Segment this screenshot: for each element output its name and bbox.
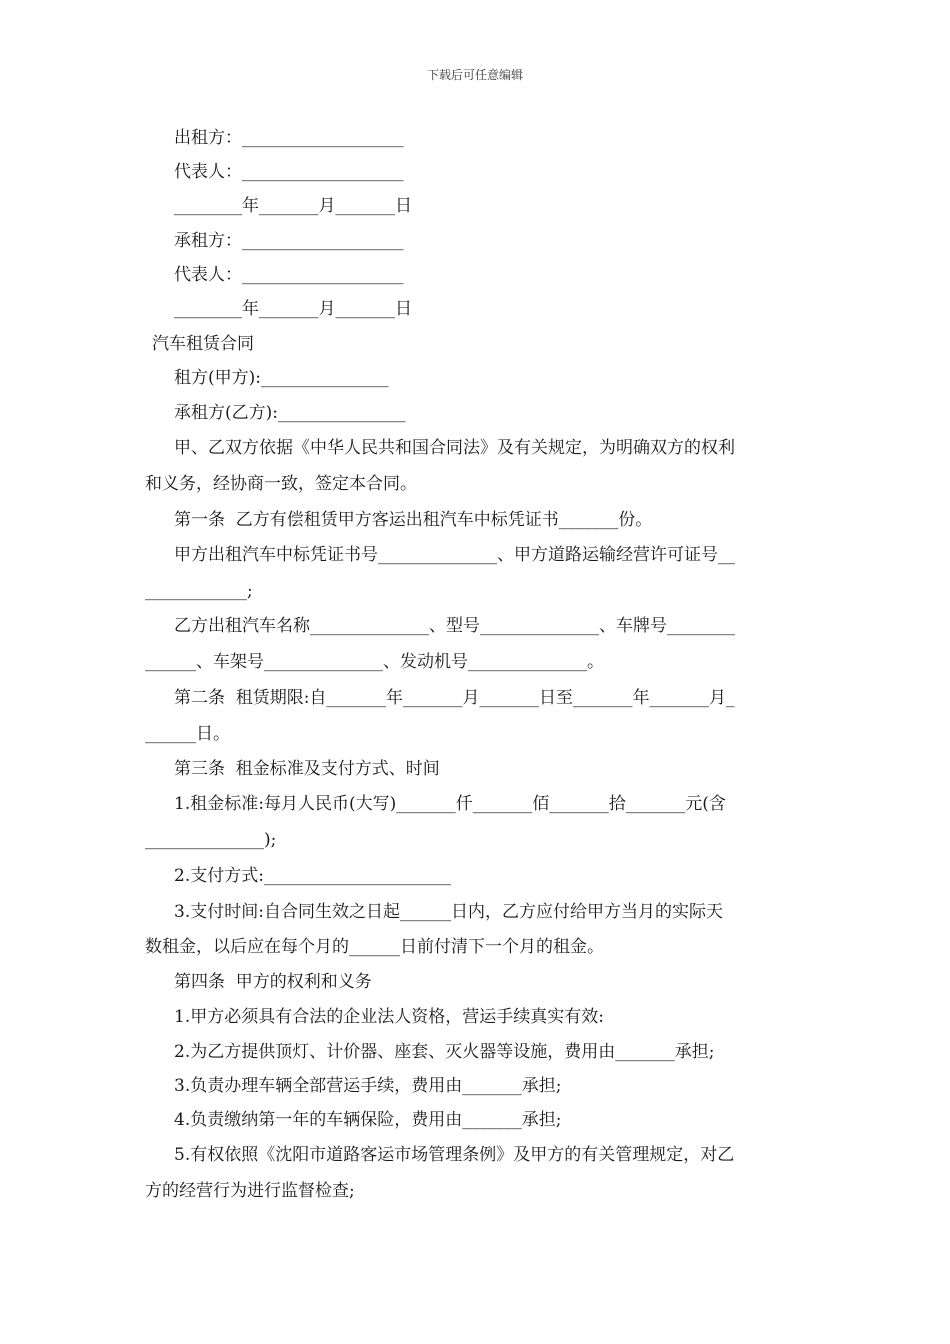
article-4-item-4: 4.负责缴纳第一年的车辆保险，费用由_______承担;: [174, 1110, 562, 1130]
page-header: 下载后可任意编辑: [426, 68, 523, 82]
article-3-item-3-line-1: 3.支付时间:自合同生效之日起______日内，乙方应付给甲方当月的实际天: [174, 902, 723, 922]
article-3-item-2: 2.支付方式:______________________: [174, 866, 451, 886]
article-4-item-2: 2.为乙方提供顶灯、计价器、座套、灭火器等设施，费用由_______承担;: [174, 1042, 715, 1062]
preamble-line-1: 甲、乙双方依据《中华人民共和国合同法》及有关规定，为明确双方的权利: [174, 438, 735, 458]
article-3: 第三条 租金标准及支付方式、时间: [174, 759, 440, 779]
article-4-item-5-line-1: 5.有权依照《沈阳市道路客运市场管理条例》及甲方的有关管理规定，对乙: [174, 1145, 735, 1165]
article-2-line-2: ______日。: [145, 724, 230, 744]
lessor-line: 出租方：___________________: [174, 128, 404, 148]
party-a-line: 租方(甲方):_______________: [174, 368, 389, 388]
lessee-line: 承租方：___________________: [174, 231, 404, 251]
article-4-item-5-line-2: 方的经营行为进行监督检查;: [145, 1181, 355, 1201]
lessee-rep-line: 代表人：___________________: [174, 265, 404, 285]
article-1-car-line-1: 乙方出租汽车名称______________、型号______________、车牌号________: [174, 616, 735, 636]
article-1: 第一条 乙方有偿租赁甲方客运出租汽车中标凭证书_______份。: [174, 510, 653, 530]
article-2-line-1: 第二条 租赁期限:自_______年_______月_______日至_______年_______月_: [174, 688, 735, 708]
article-1-cert-line-1: 甲方出租汽车中标凭证书号______________、甲方道路运输经营许可证号__: [174, 545, 735, 565]
article-4-item-3: 3.负责办理车辆全部营运手续，费用由_______承担;: [174, 1076, 562, 1096]
lessor-rep-line: 代表人：___________________: [174, 162, 404, 182]
article-4-item-1: 1.甲方必须具有合法的企业法人资格，营运手续真实有效:: [174, 1007, 604, 1027]
lessee-date-line: ________年_______月_______日: [174, 299, 412, 319]
party-b-line: 承租方(乙方):_______________: [174, 403, 406, 423]
preamble-line-2: 和义务，经协商一致，签定本合同。: [145, 474, 417, 494]
article-4: 第四条 甲方的权利和义务: [174, 972, 372, 992]
contract-title: 汽车租赁合同: [152, 334, 254, 354]
lessor-date-line: ________年_______月_______日: [174, 196, 412, 216]
article-3-item-1-line-1: 1.租金标准:每月人民币(大写)_______仟_______佰_______拾_______元(含: [174, 794, 726, 814]
article-1-car-line-2: ______、车架号______________、发动机号______________。: [145, 652, 604, 672]
article-1-cert-line-2: ____________;: [145, 581, 253, 601]
article-3-item-1-line-2: ______________);: [145, 830, 277, 850]
article-3-item-3-line-2: 数租金，以后应在每个月的______日前付清下一个月的租金。: [145, 937, 604, 957]
